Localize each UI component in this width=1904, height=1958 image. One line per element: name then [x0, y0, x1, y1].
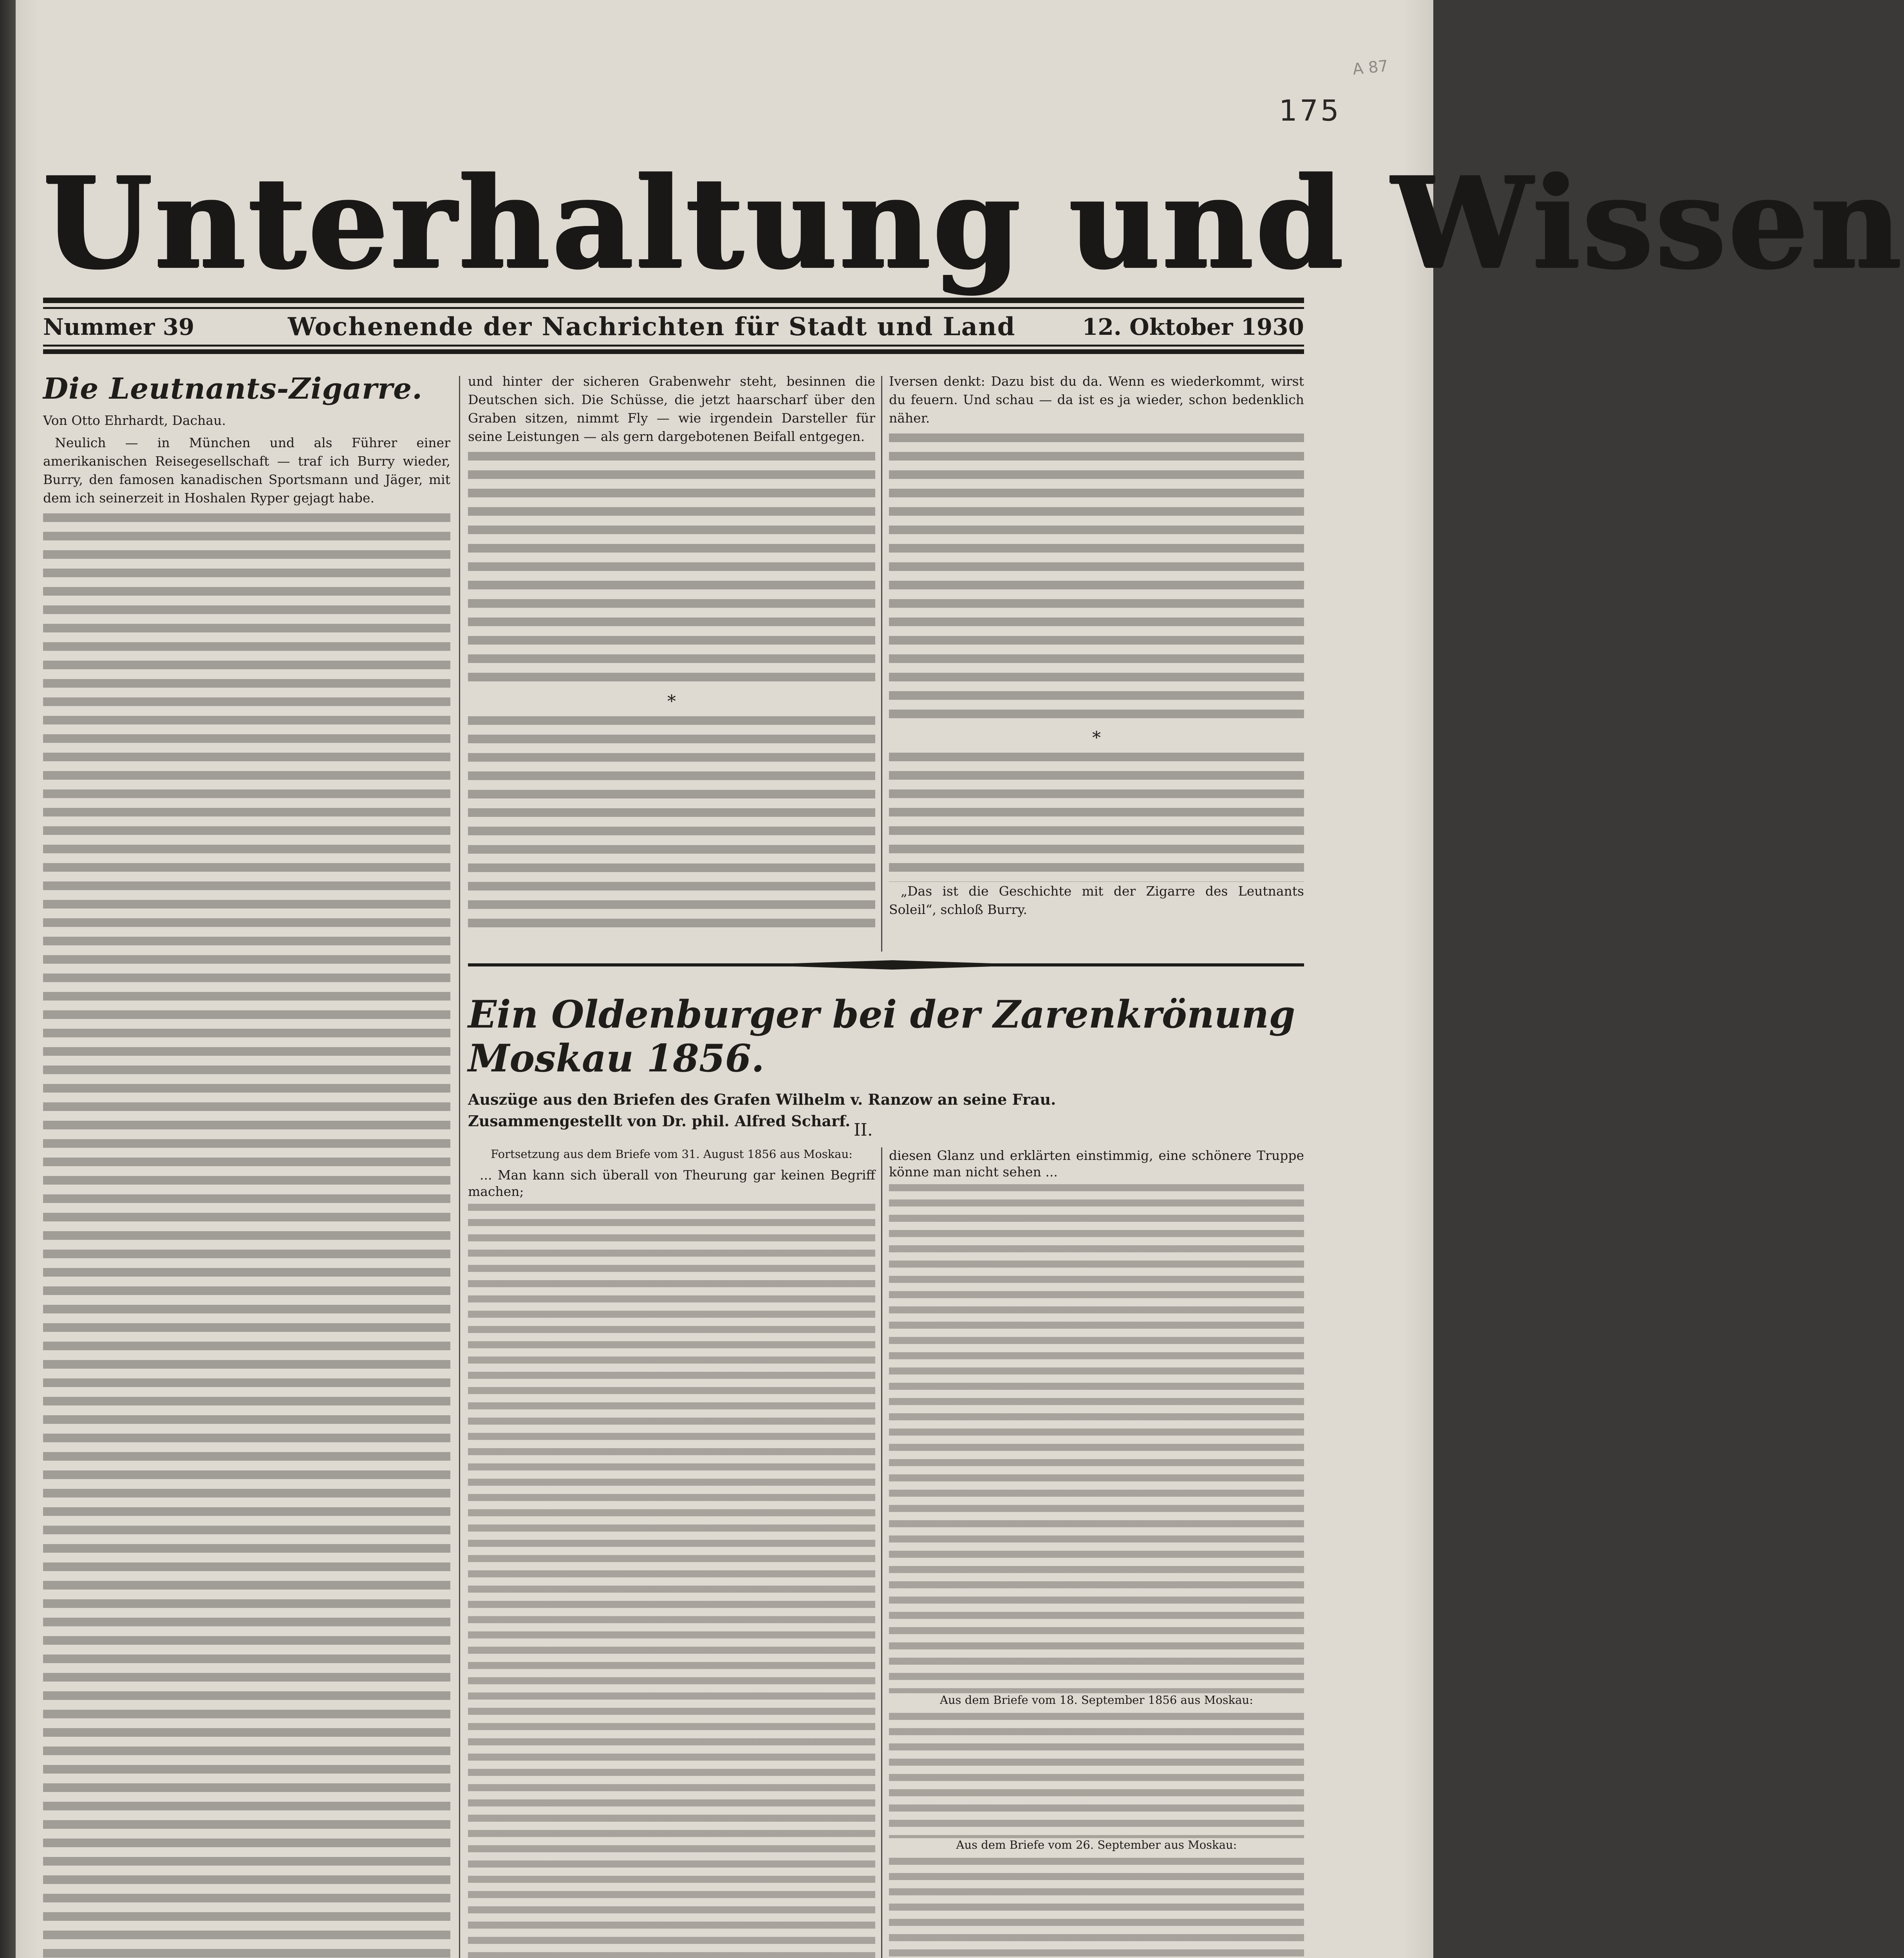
pencil-annotation: A 87 [1351, 57, 1389, 79]
article-closing-line: „Das ist die Geschichte mit der Zigarre des Leutnants Soleil“, schloß Burry. [889, 883, 1304, 917]
article-lead-paragraph: Neulich — in München und als Führer einer amerikanischen Reisegesellschaft — traf ich Burry wieder, Burry, den famosen kanadischen Sportsmann und Jäger, mit dem ich seinerzeit in Hoshalen Ryper gejagt habe. [43, 435, 450, 506]
column-opening-text: ... Man kann sich überall von Theurung gar keinen Begriff machen; [468, 1167, 875, 1199]
letter-caption: Fortsetzung aus dem Briefe vom 31. August 1856 aus Moskau: [491, 1147, 853, 1161]
article-byline: Von Otto Ehrhardt, Dachau. [43, 413, 226, 428]
article-leutnants-column-1 [43, 372, 450, 1958]
column-opening-text: diesen Glanz und erklärten einstimmig, eine schönere Truppe könne man nicht sehen ... [889, 1148, 1304, 1179]
body-text-block [468, 1204, 875, 1958]
issue-line [43, 311, 1304, 343]
article-compiler-credit: Zusammengestellt von Dr. phil. Alfred Scharf. [468, 1112, 851, 1130]
section-divider-star: * [1092, 728, 1101, 748]
issue-rule-thick [43, 349, 1304, 354]
column-opening-text: Iversen denkt: Dazu bist du da. Wenn es wiederkommt, wirst du feuern. Und schau — da ist es ja wieder, schon bedenklich näher. [889, 374, 1304, 426]
article-leutnants-column-2 [468, 372, 875, 948]
letter-caption: Aus dem Briefe vom 26. September aus Moskau: [956, 1838, 1237, 1851]
issue-date: 12. Oktober 1930 [1082, 314, 1304, 340]
issue-rule-thin [43, 345, 1304, 347]
body-text-block [43, 513, 450, 1958]
body-text-block [468, 716, 875, 936]
column-divider [881, 376, 882, 952]
column-divider [459, 376, 460, 1958]
article-headline: Die Leutnants-Zigarre. [43, 372, 423, 406]
article-zarenkroenung-column-1 [468, 1147, 875, 1958]
column-opening-text: und hinter der sicheren Grabenwehr steht, besinnen die Deutschen sich. Die Schüsse, die jetzt haarscharf über den Graben sitzen, nimmt Fly — wie irgendein Darsteller für seine Leistungen — als gern dargebotenen Beifall entgegen. [468, 374, 875, 444]
article-subheading: Auszüge aus den Briefen des Grafen Wilhelm v. Ranzow an seine Frau. [468, 1091, 1056, 1108]
article-leutnants-column-3 [889, 372, 1304, 948]
letter-caption: Aus dem Briefe vom 18. September 1856 aus Moskau: [940, 1693, 1253, 1707]
masthead-title: Unterhaltung und Wissen [43, 150, 1904, 296]
body-text-block [889, 1713, 1304, 1838]
body-text-block [889, 753, 1304, 882]
article-part-number: II. [854, 1120, 873, 1140]
issue-number: Nummer 39 [43, 314, 195, 340]
body-text-block [889, 434, 1304, 723]
page-number: 175 [1279, 94, 1341, 128]
issue-subtitle: Wochenende der Nachrichten für Stadt und Land [288, 312, 1016, 341]
masthead-rule-thin [43, 307, 1304, 309]
body-text-block [889, 1184, 1304, 1693]
column-divider [881, 1147, 882, 1958]
article-zarenkroenung-column-2 [889, 1147, 1304, 1958]
body-text-block [468, 452, 875, 687]
article-headline: Ein Oldenburger bei der Zarenkrönung Moskau 1856. [468, 992, 1295, 1080]
section-divider-star: * [667, 692, 676, 712]
body-text-block [889, 1858, 1304, 1958]
masthead-rule-thick [43, 298, 1304, 303]
